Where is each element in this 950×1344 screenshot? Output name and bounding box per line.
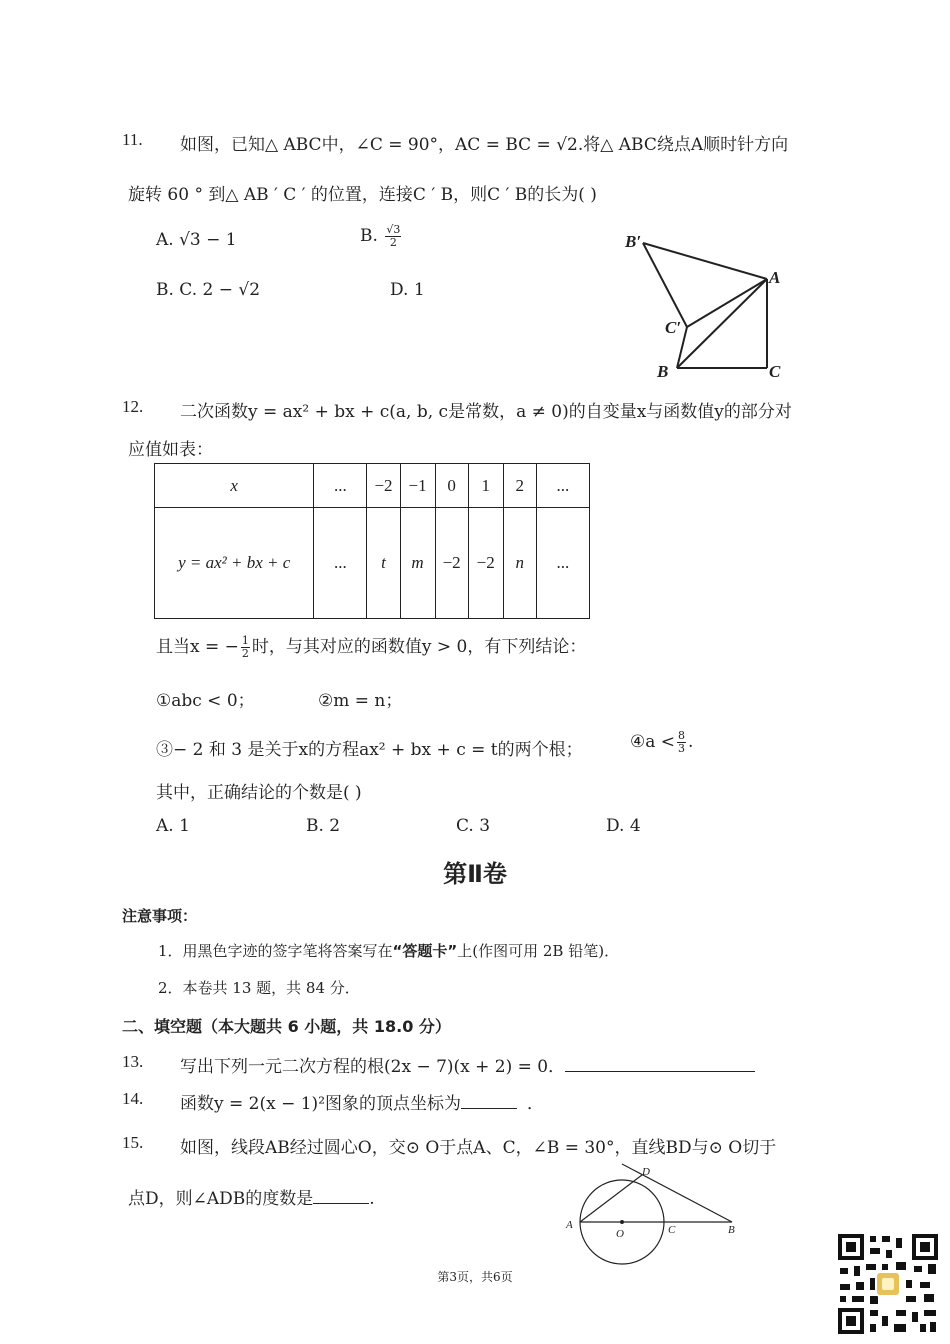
fraction-denominator: 2 — [241, 647, 249, 660]
option-value: 1 — [413, 280, 425, 300]
label-b: B — [657, 362, 669, 381]
fraction — [677, 730, 686, 755]
table-cell: ... — [314, 508, 367, 619]
q11-number: 11. — [122, 130, 143, 149]
option-label: B. — [360, 226, 378, 246]
conclusion-prefix: ④a < — [630, 732, 676, 752]
notice-item-2: 2．本卷共 13 题，共 84 分． — [158, 979, 360, 997]
fraction-denominator: 2 — [389, 236, 397, 249]
label-b-prime: B′ — [625, 232, 642, 251]
answer-blank — [565, 1071, 755, 1072]
q14-content: 函数y = 2(x − 1)²图象的顶点坐标为 — [180, 1094, 462, 1114]
table-header-cell: y = ax² + bx + c — [155, 508, 314, 619]
q13-number: 13. — [122, 1052, 144, 1071]
table-cell: −1 — [400, 464, 435, 508]
edge-b-prime-a — [643, 243, 767, 279]
label-c: C — [668, 1224, 676, 1236]
q14-text — [180, 1089, 544, 1114]
answer-blank — [461, 1108, 517, 1109]
q12-question: 其中，正确结论的个数是( ) — [156, 783, 362, 803]
table-cell: 2 — [503, 464, 536, 508]
q13-content: 写出下列一元二次方程的根(2x − 7)(x + 2) = 0． — [180, 1057, 566, 1077]
table-cell: 1 — [468, 464, 503, 508]
q11-line2: 旋转 60 ° 到△ AB ′ C ′ 的位置，连接C ′ B，则C ′ B的长为( ) — [128, 185, 597, 205]
q12-conclusion-1: ①abc < 0； — [156, 691, 255, 711]
label-d: D — [642, 1166, 650, 1178]
q12-condition — [156, 632, 586, 660]
condition-suffix: 时，与其对应的函数值y > 0，有下列结论： — [251, 637, 587, 657]
table-cell: ... — [536, 508, 589, 619]
label-b: B — [728, 1224, 735, 1236]
q12-option-a: A. 1 — [156, 816, 190, 836]
fill-blank-heading: 二、填空题（本大题共 6 小题，共 18.0 分） — [122, 1017, 451, 1036]
fraction-denominator: 3 — [678, 742, 686, 755]
page-footer: 第3页，共6页 — [437, 1270, 513, 1284]
notice-text: 1．用黑色字迹的签字笔将答案写在 — [158, 942, 393, 960]
q11-option-a — [156, 230, 237, 250]
table-cell: −2 — [435, 508, 468, 619]
q15-figure — [560, 1160, 750, 1270]
option-value: √3 − 1 — [179, 230, 237, 250]
q12-conclusion-2: ②m = n； — [318, 691, 403, 711]
q14-number: 14. — [122, 1089, 144, 1108]
fraction-numerator: 1 — [241, 634, 249, 647]
table-cell: t — [367, 508, 400, 619]
q13-text — [180, 1052, 755, 1077]
table-cell: −2 — [367, 464, 400, 508]
edge-b-a — [677, 279, 767, 368]
section-title: 第Ⅱ卷 — [443, 860, 507, 888]
answer-blank — [313, 1203, 369, 1204]
label-a: A — [769, 268, 781, 287]
table-cell: −2 — [468, 508, 503, 619]
fraction — [241, 635, 250, 660]
q12-option-c: C. 3 — [456, 816, 491, 836]
q11-option-b — [360, 224, 403, 249]
table-cell: n — [503, 508, 536, 619]
q11-option-d — [390, 280, 425, 300]
condition-prefix: 且当x = − — [156, 637, 239, 657]
table-cell: 0 — [435, 464, 468, 508]
q12-number: 12. — [122, 397, 144, 416]
edge-b-prime-c-prime — [643, 243, 687, 327]
q15-number: 15. — [122, 1133, 144, 1152]
conclusion-suffix: . — [688, 732, 694, 752]
table-cell: ... — [314, 464, 367, 508]
table-cell: m — [400, 508, 435, 619]
notice-emphasis: “答题卡” — [392, 942, 458, 960]
q15-content: 点D，则∠ADB的度数是 — [128, 1189, 314, 1209]
label-c: C — [769, 362, 781, 381]
q12-option-b: B. 2 — [306, 816, 341, 836]
q15-line2 — [128, 1184, 375, 1209]
qr-code-icon — [836, 1232, 940, 1336]
notice-text: 上(作图可用 2B 铅笔)． — [457, 942, 620, 960]
table-row-x — [155, 464, 590, 508]
q12-line2: 应值如表： — [128, 440, 213, 460]
option-label: B. C. — [156, 280, 198, 300]
option-value: 2 − √2 — [202, 280, 261, 300]
fraction-numerator: √3 — [386, 223, 401, 236]
q12-conclusion-3: ③− 2 和 3 是关于x的方程ax² + bx + c = t的两个根； — [156, 740, 583, 760]
label-o: O — [616, 1228, 624, 1240]
center-point — [620, 1220, 624, 1224]
q12-option-d: D. 4 — [606, 816, 641, 836]
q15-line1: 如图，线段AB经过圆心O，交⊙ O于点A、C，∠B = 30°，直线BD与⊙ O切于 — [180, 1138, 777, 1158]
label-c-prime: C′ — [665, 318, 682, 337]
option-label: A. — [156, 230, 174, 250]
q11-figure — [615, 225, 795, 385]
table-row-y — [155, 508, 590, 619]
value-table — [154, 463, 590, 619]
table-cell: ... — [536, 464, 589, 508]
tangent-bd — [622, 1164, 732, 1222]
q11-line1: 如图，已知△ ABC中，∠C = 90°，AC = BC = √2.将△ ABC绕点A顺时针方向 — [180, 135, 789, 155]
q11-option-c — [156, 280, 260, 300]
option-label: D. — [390, 280, 409, 300]
fraction — [385, 224, 401, 249]
q15-tail: . — [369, 1189, 375, 1209]
q12-conclusion-4 — [630, 730, 693, 755]
q14-tail: ． — [527, 1094, 545, 1114]
fraction-numerator: 8 — [678, 729, 686, 742]
label-a: A — [566, 1219, 573, 1231]
notice-item-1 — [158, 940, 619, 961]
q12-line1: 二次函数y = ax² + bx + c(a, b, c是常数，a ≠ 0)的自变量x与函数值y的部分对 — [180, 402, 792, 422]
table-header-cell: x — [155, 464, 314, 508]
notice-title: 注意事项： — [122, 907, 198, 925]
